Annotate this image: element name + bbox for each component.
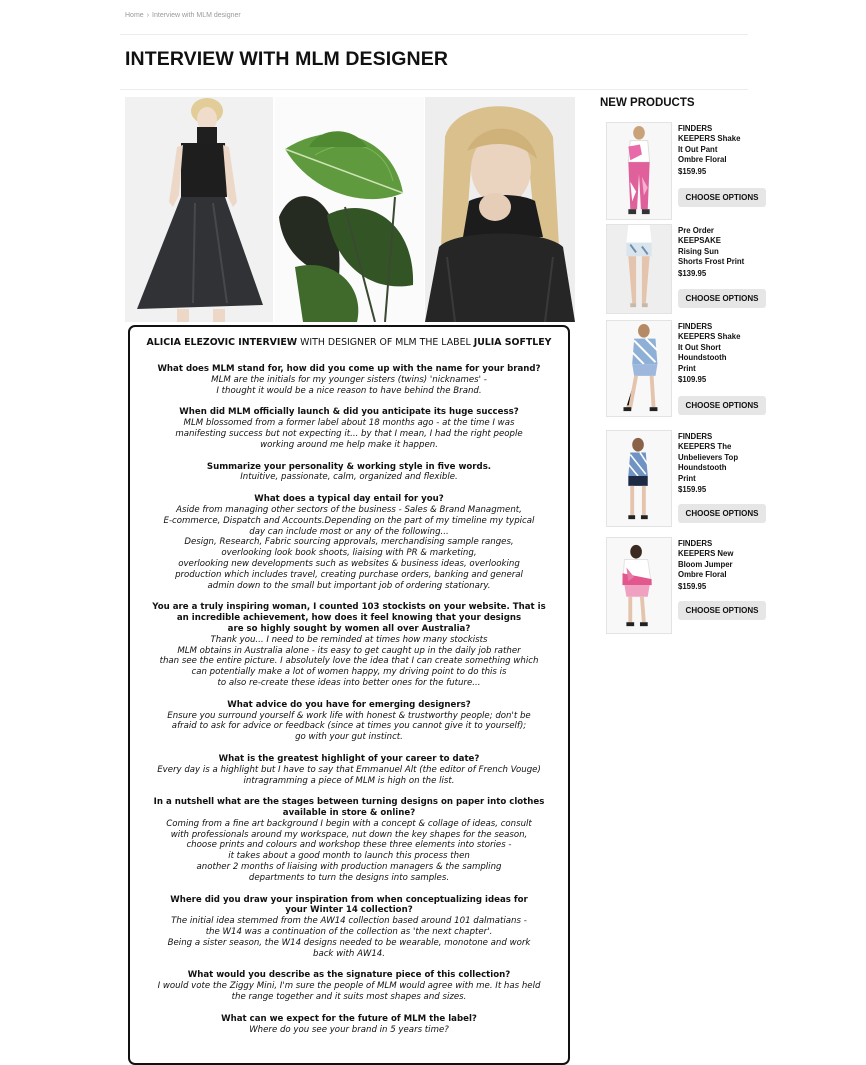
editorial-photo-model-turtleneck xyxy=(425,97,575,322)
interview-qa-list xyxy=(136,364,562,1035)
question-text xyxy=(136,407,562,418)
question-line: available in store & online? xyxy=(282,808,416,819)
interview-article xyxy=(128,325,570,1065)
product-card xyxy=(606,320,771,419)
question-line: your Winter 14 collection? xyxy=(285,905,413,916)
answer-line: go with your gut instinct. xyxy=(295,732,403,743)
answer-line: than see the entire picture. I absolutely love the idea that I can create something which xyxy=(159,656,539,667)
qa-item xyxy=(136,602,562,688)
qa-item xyxy=(136,407,562,450)
question-line: When did MLM officially launch & did you anticipate its huge success? xyxy=(179,407,519,418)
page-title: INTERVIEW WITH MLM DESIGNER xyxy=(125,48,449,70)
product-name-line: KEEPSAKE xyxy=(678,236,721,246)
product-name-line: Unbelievers Top xyxy=(678,452,739,462)
answer-line: day can include most or any of the following... xyxy=(249,526,449,537)
product-card xyxy=(606,537,771,636)
product-name-link[interactable] xyxy=(678,539,760,592)
question-text xyxy=(136,700,562,711)
product-name-line: Bloom Jumper xyxy=(678,559,733,569)
product-name-line: FINDERS xyxy=(678,432,713,441)
product-name-link[interactable] xyxy=(678,226,760,279)
answer-line: I would vote the Ziggy Mini, I'm sure the people of MLM would agree with me. It has held xyxy=(157,981,541,992)
answer-line: overlooking new developments such as websites & business ideas, overlooking xyxy=(178,558,520,569)
answer-line: production which includes travel, creating purchase orders, banking and general xyxy=(175,569,523,580)
qa-item xyxy=(136,494,562,591)
product-name-line: KEEPERS The xyxy=(678,442,732,452)
answer-line: choose prints and colours and workshop these three elements into stories - xyxy=(186,840,512,851)
designer-name: JULIA SOFTLEY xyxy=(473,337,552,348)
product-name-line: FINDERS xyxy=(678,124,713,133)
qa-item xyxy=(136,700,562,743)
article-header-middle: WITH DESIGNER OF MLM THE LABEL xyxy=(297,337,474,348)
answer-line: back with AW14. xyxy=(312,948,385,959)
answer-line: E-commerce, Dispatch and Accounts.Depending on the part of my timeline my typical xyxy=(163,515,535,526)
product-name-line: Houndstooth xyxy=(678,353,727,363)
product-name-line: Houndstooth xyxy=(678,463,727,473)
breadcrumb-current: Interview with MLM designer xyxy=(152,12,241,19)
product-name-link[interactable] xyxy=(678,432,760,495)
answer-line: Coming from a fine art background I begin with a concept & collage of ideas, consult xyxy=(166,818,532,829)
product-card xyxy=(606,224,771,316)
qa-item xyxy=(136,364,562,396)
product-thumbnail[interactable] xyxy=(606,430,672,527)
answer-line: Ensure you surround yourself & work life with honest & trustworthy people; don't be xyxy=(167,710,531,721)
answer-line: the W14 was a continuation of the collection as 'the next chapter'. xyxy=(205,927,493,938)
qa-item xyxy=(136,754,562,786)
title-divider xyxy=(120,89,748,90)
breadcrumb-home-link[interactable]: Home xyxy=(125,12,144,19)
answer-text xyxy=(136,635,562,689)
product-name-line: KEEPERS New xyxy=(678,549,734,559)
product-name-line: KEEPERS Shake xyxy=(678,332,741,342)
qa-item xyxy=(136,895,562,960)
question-line: In a nutshell what are the stages between turning designs on paper into clothes xyxy=(153,797,545,808)
answer-line: admin down to the small but important job of ordering stationary. xyxy=(207,580,491,591)
question-text xyxy=(136,494,562,505)
product-price: $159.95 xyxy=(678,166,707,176)
question-text xyxy=(136,1014,562,1025)
article-header xyxy=(136,337,562,348)
answer-line: Being a sister season, the W14 designs needed to be wearable, monotone and work xyxy=(167,937,531,948)
question-line: What can we expect for the future of MLM the label? xyxy=(221,1013,477,1024)
product-name-line: It Out Short xyxy=(678,342,721,352)
product-name-line: Rising Sun xyxy=(678,246,719,256)
top-navigation-bar xyxy=(120,0,740,4)
answer-text xyxy=(136,916,562,959)
header-divider xyxy=(120,34,748,35)
answer-line: Design, Research, Fabric sourcing approvals, merchandising sample ranges, xyxy=(184,537,514,548)
answer-line: intragramming a piece of MLM is high on the list. xyxy=(243,775,455,786)
question-line: are so highly sought by women all over Australia? xyxy=(227,623,471,634)
product-card xyxy=(606,430,771,529)
product-card xyxy=(606,122,771,222)
answer-text xyxy=(136,418,562,450)
answer-text xyxy=(136,505,562,591)
answer-line: manifesting success but not expecting it... by that I mean, I had the right people xyxy=(175,428,523,439)
product-name-line: Print xyxy=(678,363,696,373)
answer-line: Thank you... I need to be reminded at times how many stockists xyxy=(210,634,488,645)
answer-line: overlooking look book shoots, liaising with PR & marketing, xyxy=(221,548,477,559)
answer-line: another 2 months of liaising with production managers & the sampling xyxy=(196,862,502,873)
question-text xyxy=(136,364,562,375)
answer-text xyxy=(136,472,562,483)
product-price: $159.95 xyxy=(678,485,707,495)
choose-options-button[interactable]: CHOOSE OPTIONS xyxy=(678,289,766,308)
question-line: What does MLM stand for, how did you come up with the name for your brand? xyxy=(157,364,541,374)
answer-text xyxy=(136,375,562,397)
choose-options-button[interactable]: CHOOSE OPTIONS xyxy=(678,188,766,207)
product-thumbnail[interactable] xyxy=(606,320,672,417)
answer-line: I thought it would be a nice reason to have behind the Brand. xyxy=(216,385,482,396)
product-name-line: Pre Order xyxy=(678,226,714,235)
question-line: What does a typical day entail for you? xyxy=(254,494,444,505)
product-price: $159.95 xyxy=(678,581,707,591)
answer-line: departments to turn the designs into samples. xyxy=(248,872,450,883)
question-text xyxy=(136,602,562,634)
answer-line: with professionals around my workspace, nut down the key shapes for the season, xyxy=(170,829,528,840)
product-name-line: FINDERS xyxy=(678,539,713,548)
answer-line: Where do you see your brand in 5 years time? xyxy=(249,1024,449,1035)
answer-line: The initial idea stemmed from the AW14 collection based around 101 dalmatians - xyxy=(171,916,527,927)
question-line: What is the greatest highlight of your career to date? xyxy=(218,753,480,764)
choose-options-button[interactable]: CHOOSE OPTIONS xyxy=(678,396,766,415)
answer-text xyxy=(136,765,562,787)
product-name-line: KEEPERS Shake xyxy=(678,134,741,144)
interviewer-name: ALICIA ELEZOVIC INTERVIEW xyxy=(146,337,298,348)
answer-line: Every day is a highlight but I have to say that Emmanuel Alt (the editor of French Vouge) xyxy=(157,764,541,775)
editorial-photo-leaves xyxy=(275,97,424,322)
product-name-line: Ombre Floral xyxy=(678,570,727,580)
product-name-link[interactable] xyxy=(678,124,760,177)
product-name-line: It Out Pant xyxy=(678,144,718,154)
product-name-line: Print xyxy=(678,473,696,483)
question-line: What advice do you have for emerging designers? xyxy=(227,699,471,710)
answer-text xyxy=(136,819,562,884)
answer-text xyxy=(136,1025,562,1036)
product-name-line: Shorts Frost Print xyxy=(678,257,745,267)
product-name-line: Ombre Floral xyxy=(678,155,727,165)
product-price: $109.95 xyxy=(678,375,707,385)
product-price: $139.95 xyxy=(678,268,707,278)
answer-line: MLM are the initials for my younger sisters (twins) 'nicknames' - xyxy=(211,374,487,385)
answer-line: MLM blossomed from a former label about 18 months ago - at the time I was xyxy=(183,418,515,429)
product-name-link[interactable] xyxy=(678,322,760,385)
product-thumbnail[interactable] xyxy=(606,122,672,220)
choose-options-button[interactable]: CHOOSE OPTIONS xyxy=(678,504,766,523)
qa-item xyxy=(136,1014,562,1036)
question-text xyxy=(136,797,562,819)
question-line: Summarize your personality & working style in five words. xyxy=(206,461,492,472)
qa-item xyxy=(136,797,562,883)
answer-line: can potentially make a lot of women happy, my driving point to do this is xyxy=(191,667,507,678)
product-thumbnail[interactable] xyxy=(606,224,672,314)
question-text xyxy=(136,754,562,765)
question-text xyxy=(136,970,562,981)
answer-line: working around me help make it happen. xyxy=(260,439,438,450)
qa-item xyxy=(136,462,562,484)
question-line: What would you describe as the signature piece of this collection? xyxy=(187,970,511,981)
answer-line: it takes about a good month to launch this process then xyxy=(228,851,470,862)
question-line: an incredible achievement, how does it feel knowing that your designs xyxy=(176,613,522,624)
answer-text xyxy=(136,711,562,743)
answer-line: Aside from managing other sectors of the business - Sales & Brand Managment, xyxy=(176,504,522,515)
answer-line: Intuitive, passionate, calm, organized and flexible. xyxy=(240,472,458,483)
question-line: Where did you draw your inspiration from when conceptualizing ideas for xyxy=(170,894,528,905)
answer-line: to also re-create these ideas into better ones for the future... xyxy=(217,677,481,688)
answer-line: afraid to ask for advice or feedback (since at times you cannot give it to yourself); xyxy=(171,721,527,732)
choose-options-button[interactable]: CHOOSE OPTIONS xyxy=(678,601,766,620)
question-text xyxy=(136,895,562,917)
qa-item xyxy=(136,970,562,1002)
breadcrumb xyxy=(125,12,241,19)
breadcrumb-separator: › xyxy=(146,12,150,19)
editorial-photo-model-dress xyxy=(125,97,273,322)
product-thumbnail[interactable] xyxy=(606,537,672,634)
answer-text xyxy=(136,981,562,1003)
answer-line: the range together and it suits most shapes and sizes. xyxy=(231,992,467,1003)
question-text xyxy=(136,462,562,473)
product-name-line: FINDERS xyxy=(678,322,713,331)
answer-line: MLM obtains in Australia alone - its easy to get caught up in the daily job rather xyxy=(177,645,521,656)
question-line: You are a truly inspiring woman, I counted 103 stockists on your website. That is xyxy=(152,602,546,613)
new-products-title: NEW PRODUCTS xyxy=(600,97,695,109)
